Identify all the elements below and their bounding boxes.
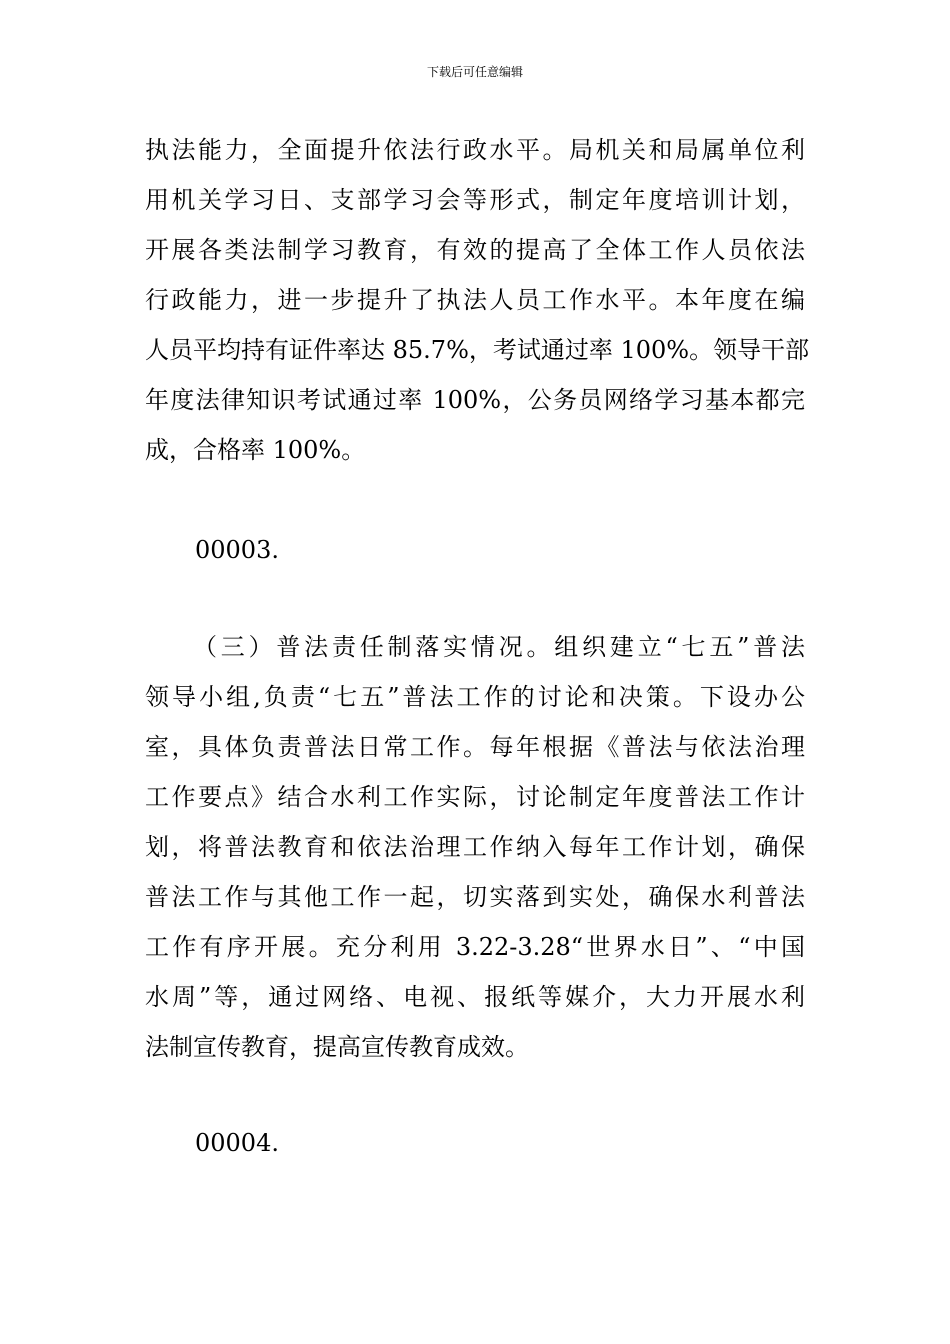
paragraph-line: 工作要点》结合水利工作实际，讨论制定年度普法工作计 xyxy=(145,783,805,811)
paragraph-line: 普法工作与其他工作一起，切实落到实处，确保水利普法 xyxy=(145,883,805,911)
paragraph-line: 年度法律知识考试通过率 100%，公务员网络学习基本都完 xyxy=(145,386,805,414)
paragraph-line: 用机关学习日、支部学习会等形式，制定年度培训计划， xyxy=(145,186,805,214)
paragraph-line: 工作有序开展。充分利用 3.22-3.28“世界水日”、“中国 xyxy=(145,933,805,961)
paragraph-line: 室，具体负责普法日常工作。每年根据《普法与依法治理 xyxy=(145,733,805,761)
page-header: 下载后可任意编辑 xyxy=(426,65,523,79)
paragraph-line: 执法能力，全面提升依法行政水平。局机关和局属单位利 xyxy=(145,136,805,164)
paragraph-line: （三）普法责任制落实情况。组织建立“七五”普法 xyxy=(193,633,805,661)
paragraph-line: 划，将普法教育和依法治理工作纳入每年工作计划，确保 xyxy=(145,833,805,861)
paragraph-1 xyxy=(145,125,810,475)
section-marker-1: 00003. xyxy=(195,536,279,564)
paragraph-line: 开展各类法制学习教育，有效的提高了全体工作人员依法 xyxy=(145,236,805,264)
paragraph-line: 人员平均持有证件率达 85.7%，考试通过率 100%。领导干部 xyxy=(145,336,810,364)
paragraph-line: 领导小组,负责“七五”普法工作的讨论和决策。下设办公 xyxy=(145,683,805,711)
paragraph-2 xyxy=(145,622,805,1072)
section-marker-2: 00004. xyxy=(195,1129,279,1157)
paragraph-line: 行政能力，进一步提升了执法人员工作水平。本年度在编 xyxy=(145,286,805,314)
paragraph-line: 法制宣传教育，提高宣传教育成效。 xyxy=(145,1033,529,1061)
paragraph-line: 水周”等，通过网络、电视、报纸等媒介，大力开展水利 xyxy=(145,983,805,1011)
paragraph-line: 成，合格率 100%。 xyxy=(145,436,366,464)
